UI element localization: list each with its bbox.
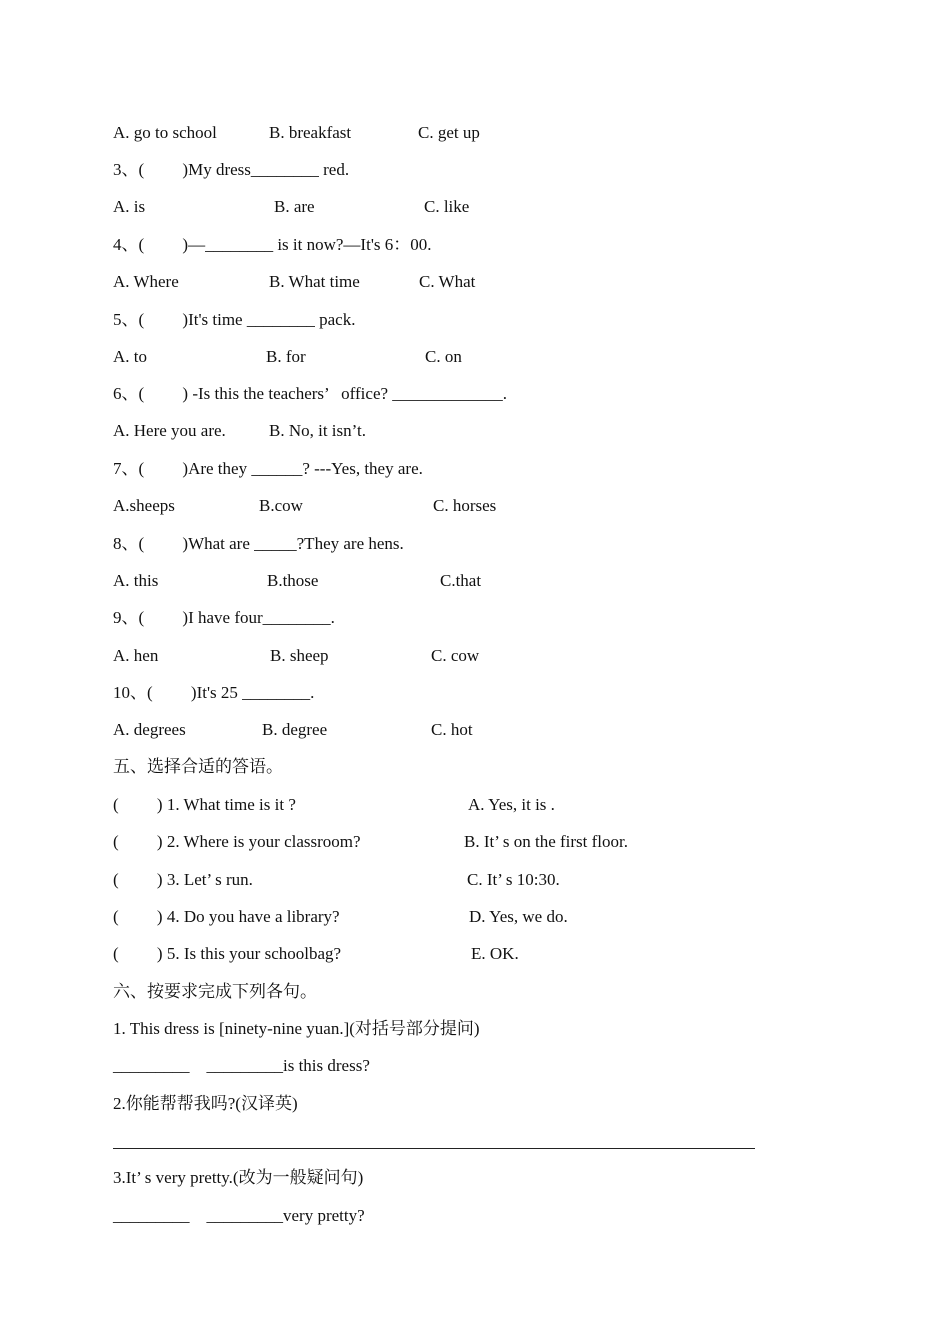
option: C. hot [431, 720, 473, 739]
option: A. is [113, 197, 146, 216]
option: A. degrees [113, 720, 186, 739]
match-answer: B. It’ s on the first floor. [464, 832, 628, 851]
option: B. breakfast [269, 123, 352, 142]
option: B.those [267, 571, 319, 590]
option: B.cow [259, 496, 303, 515]
option: C. horses [433, 496, 497, 515]
option: C. What [419, 272, 476, 291]
option: A. go to school [113, 123, 217, 142]
match-question: ( ) 1. What time is it ? [113, 795, 296, 814]
option: B. for [266, 347, 306, 366]
option: C.that [440, 571, 482, 590]
section-six-heading: 六、按要求完成下列各句。 [113, 982, 317, 1001]
question-8: 8、( )What are _____?They are hens. [113, 534, 404, 553]
question-3: 3、( )My dress________ red. [113, 160, 350, 179]
match-answer: E. OK. [471, 944, 519, 963]
question-6: 6、( ) -Is this the teachers’ office? _____________. [113, 384, 508, 403]
task-3-answer-line: _________ _________very pretty? [113, 1206, 365, 1225]
task-1-answer-line: _________ _________is this dress? [113, 1056, 370, 1075]
option: C. like [424, 197, 470, 216]
match-question: ( ) 4. Do you have a library? [113, 907, 340, 926]
option: A. hen [113, 646, 159, 665]
option: A. to [113, 347, 147, 366]
match-question: ( ) 3. Let’ s run. [113, 870, 253, 889]
question-10: 10、( )It's 25 ________. [113, 683, 315, 702]
question-7: 7、( )Are they ______? ---Yes, they are. [113, 459, 423, 478]
task-3: 3.It’ s very pretty.(改为一般疑问句) [113, 1168, 364, 1187]
question-4: 4、( )—________ is it now?—It's 6：00. [113, 235, 432, 254]
option: C. cow [431, 646, 480, 665]
option: B. What time [269, 272, 360, 291]
match-answer: A. Yes, it is . [468, 795, 555, 814]
option: B. sheep [270, 646, 329, 665]
match-answer: C. It’ s 10:30. [467, 870, 560, 889]
option: C. get up [418, 123, 480, 142]
question-5: 5、( )It's time ________ pack. [113, 310, 356, 329]
option: A. this [113, 571, 159, 590]
section-five-heading: 五、选择合适的答语。 [113, 757, 283, 776]
task-2: 2.你能帮帮我吗?(汉译英) [113, 1094, 298, 1113]
option: A. Here you are. [113, 421, 226, 440]
option: B. degree [262, 720, 328, 739]
match-answer: D. Yes, we do. [469, 907, 568, 926]
option: C. on [425, 347, 462, 366]
option: A.sheeps [113, 496, 175, 515]
option: A. Where [113, 272, 179, 291]
match-question: ( ) 2. Where is your classroom? [113, 832, 361, 851]
question-9: 9、( )I have four________. [113, 608, 335, 627]
match-question: ( ) 5. Is this your schoolbag? [113, 944, 342, 963]
option: B. No, it isn’t. [269, 421, 366, 440]
option: B. are [274, 197, 315, 216]
task-1: 1. This dress is [ninety-nine yuan.](对括号部分提问) [113, 1019, 480, 1038]
answer-rule [113, 1148, 755, 1149]
